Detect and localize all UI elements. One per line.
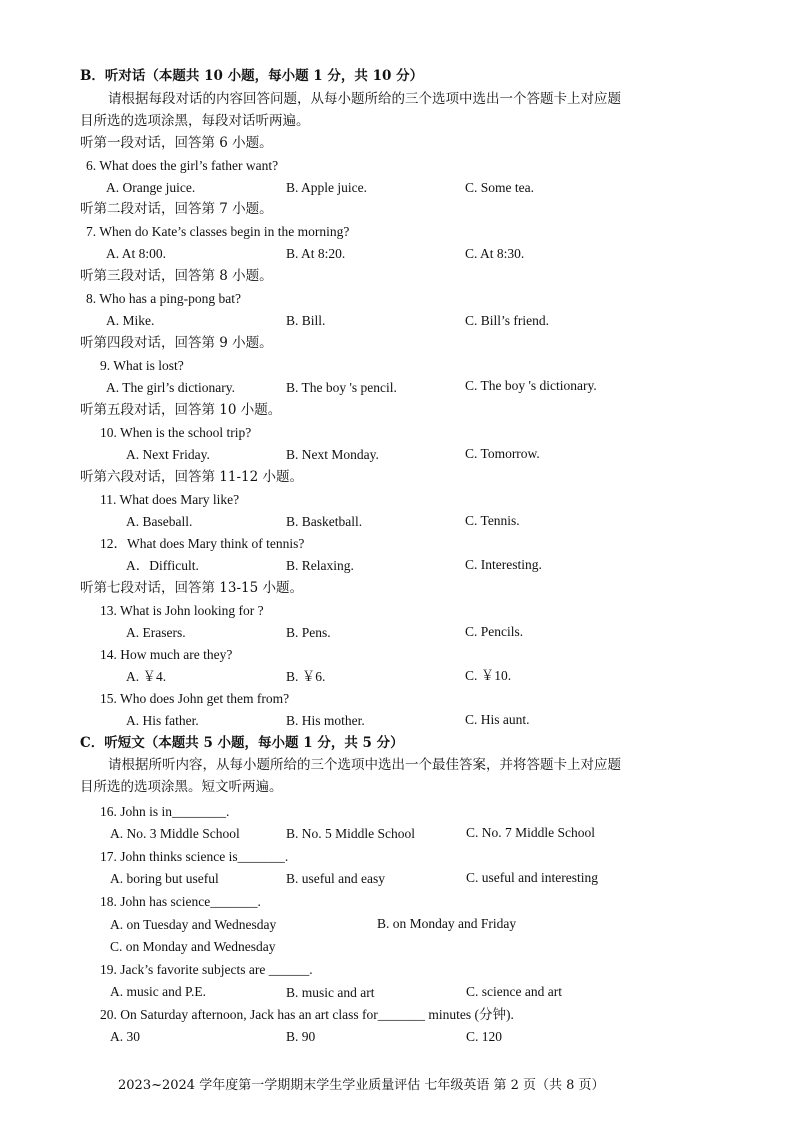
option-c: C. Tennis. xyxy=(465,513,520,528)
option-c: C. science and art xyxy=(466,984,562,999)
dialogue-cue: 听第六段对话，回答第 11-12 小题。 xyxy=(80,469,304,485)
option-c: C. Pencils. xyxy=(465,624,524,639)
option-b: B. ￥6. xyxy=(286,669,326,684)
option-a: A. Next Friday. xyxy=(126,447,210,462)
dialogue-cue: 听第七段对话，回答第 13-15 小题。 xyxy=(80,580,304,596)
option-b: B. music and art xyxy=(286,985,375,1000)
option-c: C. Bill’s friend. xyxy=(465,313,549,328)
option-b: B. Bill. xyxy=(286,313,326,328)
page-footer: 2023~2024 学年度第一学期期末学生学业质量评估 七年级英语 第 2 页（共 8 页） xyxy=(118,1078,605,1093)
question-text: 17. John thinks science is_______. xyxy=(100,849,289,864)
option-c: C. ￥10. xyxy=(465,668,512,683)
question-text: 19. Jack’s favorite subjects are ______. xyxy=(100,962,313,977)
option-a: A. At 8:00. xyxy=(106,246,167,261)
option-c: C. Some tea. xyxy=(465,180,534,195)
option-b: B. Pens. xyxy=(286,625,331,640)
question-text: 10. When is the school trip? xyxy=(100,425,252,440)
option-c: C. No. 7 Middle School xyxy=(466,825,596,840)
option-a: A. No. 3 Middle School xyxy=(110,826,240,841)
option-b: B. on Monday and Friday xyxy=(377,916,517,931)
option-b: B. No. 5 Middle School xyxy=(286,826,416,841)
dialogue-cue: 听第五段对话，回答第 10 小题。 xyxy=(80,402,282,418)
option-a: A. Erasers. xyxy=(126,625,186,640)
question-text: 18. John has science_______. xyxy=(100,894,261,909)
section-b-heading: B．听对话（本题共 10 小题，每小题 1 分，共 10 分） xyxy=(80,68,424,84)
question-text: 7. When do Kate’s classes begin in the morning? xyxy=(86,224,350,239)
option-c: C. His aunt. xyxy=(465,712,530,727)
question-text: 16. John is in________. xyxy=(100,804,230,819)
option-b: B. Apple juice. xyxy=(286,180,367,195)
question-text: 11. What does Mary like? xyxy=(100,492,240,507)
option-c: C. At 8:30. xyxy=(465,246,525,261)
option-b: B. His mother. xyxy=(286,713,365,728)
question-text: 6. What does the girl’s father want? xyxy=(86,158,279,173)
question-text: 14. How much are they? xyxy=(100,647,233,662)
option-a: A. ￥4. xyxy=(126,669,167,684)
option-a: A. His father. xyxy=(126,713,199,728)
question-text: 13. What is John looking for ? xyxy=(100,603,264,618)
option-a: A. 30 xyxy=(110,1029,140,1044)
question-text: 12．What does Mary think of tennis? xyxy=(100,536,305,551)
option-b: B. useful and easy xyxy=(286,871,385,886)
dialogue-cue: 听第三段对话，回答第 8 小题。 xyxy=(80,268,273,284)
question-text: 15. Who does John get them from? xyxy=(100,691,290,706)
section-b-instruction: 目所选的选项涂黑，每段对话听两遍。 xyxy=(80,113,310,129)
dialogue-cue: 听第四段对话，回答第 9 小题。 xyxy=(80,335,273,351)
option-a: A. Baseball. xyxy=(126,514,193,529)
question-text: 20. On Saturday afternoon, Jack has an art class for_______ minutes (分钟). xyxy=(100,1007,514,1022)
option-c: C. The boy 's dictionary. xyxy=(465,378,597,393)
option-a: A. The girl’s dictionary. xyxy=(106,380,235,395)
option-a: A. on Tuesday and Wednesday xyxy=(110,917,277,932)
section-c-instruction: 请根据所听内容，从每小题所给的三个选项中选出一个最佳答案，并将答题卡上对应题 xyxy=(108,757,621,773)
dialogue-cue: 听第二段对话，回答第 7 小题。 xyxy=(80,201,273,217)
option-a: A. Orange juice. xyxy=(106,180,196,195)
option-b: B. 90 xyxy=(286,1029,316,1044)
option-c: C. Tomorrow. xyxy=(465,446,540,461)
option-b: B. Relaxing. xyxy=(286,558,354,573)
option-a: A. boring but useful xyxy=(110,871,219,886)
option-c: C. useful and interesting xyxy=(466,870,598,885)
option-a: A．Difficult. xyxy=(126,558,199,573)
option-a: A. Mike. xyxy=(106,313,155,328)
option-b: B. At 8:20. xyxy=(286,246,346,261)
section-c-heading: C．听短文（本题共 5 小题，每小题 1 分，共 5 分） xyxy=(80,735,404,751)
option-a: A. music and P.E. xyxy=(110,984,206,999)
option-b: B. Next Monday. xyxy=(286,447,379,462)
section-c-instruction: 目所选的选项涂黑。短文听两遍。 xyxy=(80,779,283,795)
option-b: B. Basketball. xyxy=(286,514,363,529)
option-c: C. Interesting. xyxy=(465,557,542,572)
section-b-instruction: 请根据每段对话的内容回答问题，从每小题所给的三个选项中选出一个答题卡上对应题 xyxy=(108,91,621,107)
option-c: C. on Monday and Wednesday xyxy=(110,939,276,954)
dialogue-cue: 听第一段对话，回答第 6 小题。 xyxy=(80,135,273,151)
question-text: 8. Who has a ping-pong bat? xyxy=(86,291,241,306)
option-b: B. The boy 's pencil. xyxy=(286,380,397,395)
option-c: C. 120 xyxy=(466,1029,503,1044)
question-text: 9. What is lost? xyxy=(100,358,184,373)
